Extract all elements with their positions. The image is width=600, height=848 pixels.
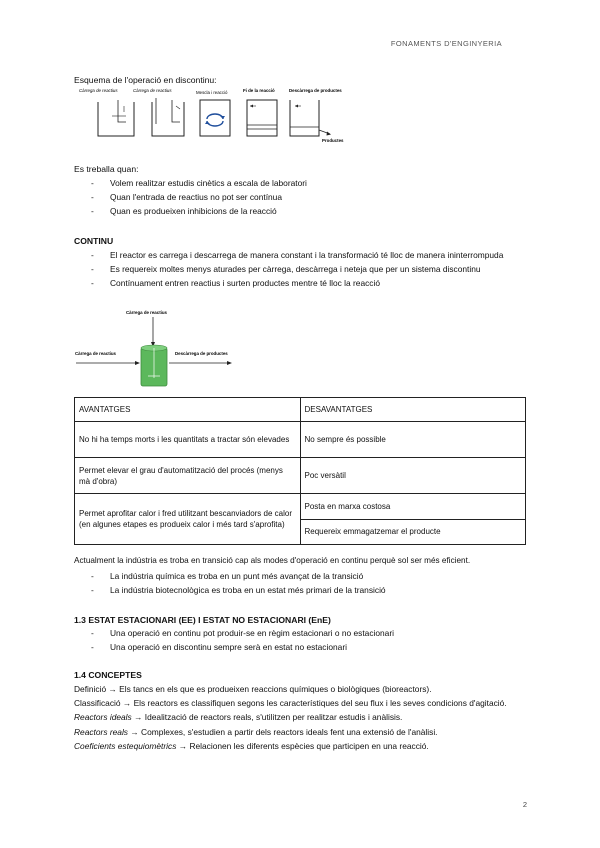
concept-term: Definició [74, 684, 107, 694]
batch-tank-loading-2 [152, 98, 184, 136]
transition-list [74, 569, 526, 597]
section-1-4-title: 1.4 CONCEPTES [74, 670, 142, 680]
concept-term: Classificació [74, 698, 121, 709]
concept-classificacio [74, 696, 526, 710]
batch-step-label: Descàrrega de productes [289, 88, 342, 93]
batch-step-label: Mescla i reacció [196, 90, 228, 95]
arrow-icon: → [108, 684, 117, 694]
list-item: - El reactor es carrega i descarrega de manera constant i la transformació té lloc de manera ininterrompuda [74, 248, 526, 262]
discontinuous-title: Esquema de l'operació en discontinu: [74, 75, 217, 85]
transition-text: Actualment la indústria es troba en transició cap als modes d'operació en continu perquè sol ser més eficient. [74, 556, 471, 565]
list-item: - Volem realitzar estudis cinètics a escala de laboratori [74, 176, 526, 190]
continuous-operation-diagram [74, 308, 274, 393]
table-row [75, 422, 526, 458]
table-cell: Requereix emmagatzemar el producte [300, 519, 526, 545]
list-item: - Quan l'entrada de reactius no pot ser contínua [74, 190, 526, 204]
table-cell: No sempre és possible [300, 422, 526, 458]
cstr-left-label: Càrrega de reactius [75, 351, 116, 356]
arrow-icon: → [130, 726, 139, 737]
concept-term: Coeficients estequiomètrics [74, 740, 177, 751]
batch-output-label: Productes [322, 138, 344, 143]
continuous-list [74, 248, 526, 291]
table-row [75, 494, 526, 520]
table-header-advantages: AVANTATGES [75, 398, 301, 422]
cstr-tank [141, 345, 167, 386]
table-header-disadvantages: DESAVANTATGES [300, 398, 526, 422]
concept-definicio [74, 682, 526, 696]
concept-text: Els reactors es classifiquen segons les característiques del seu flux i les seves condicions d'agitació. [133, 698, 507, 709]
concept-text: Idealització de reactors reals, s'utilitzen per realitzar estudis i anàlisis. [144, 712, 403, 723]
usage-list [74, 176, 526, 219]
arrow-icon: → [122, 698, 132, 709]
list-item: - Quan es produeixen inhibicions de la reacció [74, 204, 526, 218]
usage-title: Es treballa quan: [74, 164, 139, 174]
section-1-3-title: 1.3 ESTAT ESTACIONARI (EE) I ESTAT NO ESTACIONARI (EnE) [74, 615, 331, 625]
section-1-3-list [74, 626, 526, 654]
concept-reals [74, 725, 526, 739]
list-item: - Es requereix moltes menys aturades per càrrega, descàrrega i neteja que per un sistema discontinu [74, 262, 526, 276]
concept-text: Els tancs en els que es produeixen reaccions químiques o biològiques (bioreactors). [119, 684, 432, 694]
arrow-icon: → [178, 740, 188, 751]
table-cell: Permet elevar el grau d'automatització del procés (menys mà d'obra) [75, 458, 301, 494]
list-item: - Una operació en continu pot produir-se en règim estacionari o no estacionari [74, 626, 526, 640]
continuous-title: CONTINU [74, 236, 114, 246]
page-number: 2 [522, 800, 527, 809]
list-item: - La indústria química es troba en un punt més avançat de la transició [74, 569, 526, 583]
page-header: FONAMENTS D'ENGINYERIA [390, 39, 502, 48]
concept-ideals [74, 710, 526, 724]
batch-operation-diagram [76, 86, 366, 146]
table-cell: No hi ha temps morts i les quantitats a tractar són elevades [75, 422, 301, 458]
list-item: - La indústria biotecnològica es troba en un estat més primari de la transició [74, 583, 526, 597]
batch-step-label: Càrrega de reactius [133, 88, 172, 93]
list-item: - Una operació en discontinu sempre serà en estat no estacionari [74, 640, 526, 654]
concepts-block [74, 682, 526, 753]
batch-tank-end-reaction [247, 100, 277, 136]
batch-tank-loading-1 [98, 100, 134, 136]
table-cell: Posta en marxa costosa [300, 494, 526, 520]
cstr-top-label: Càrrega de reactius [126, 310, 167, 315]
list-item: - Contínuament entren reactius i surten productes mentre té lloc la reacció [74, 276, 526, 290]
table-cell: Permet aprofitar calor i fred utilitzant bescanviadors de calor (en algunes etapes es produeix calor i més tard s'aprofita) [75, 494, 301, 545]
batch-tank-mixing [200, 100, 230, 136]
table-cell: Poc versàtil [300, 458, 526, 494]
concept-term: Reactors reals [74, 726, 128, 737]
table-row [75, 458, 526, 494]
concept-text: Complexes, s'estudien a partir dels reactors ideals fent una extensió de l'anàlisi. [141, 726, 438, 737]
concept-coeficients [74, 739, 526, 753]
batch-tank-discharge [290, 100, 331, 136]
cstr-right-label: Descàrrega de productes [175, 351, 228, 356]
arrow-icon: → [134, 712, 143, 723]
advantages-table [74, 397, 526, 545]
concept-term: Reactors ideals [74, 712, 132, 723]
concept-text: Relacionen les diferents espècies que participen en una reacció. [189, 740, 429, 751]
batch-step-label: Fi de la reacció [243, 88, 275, 93]
batch-step-label: Càrrega de reactius [79, 88, 118, 93]
